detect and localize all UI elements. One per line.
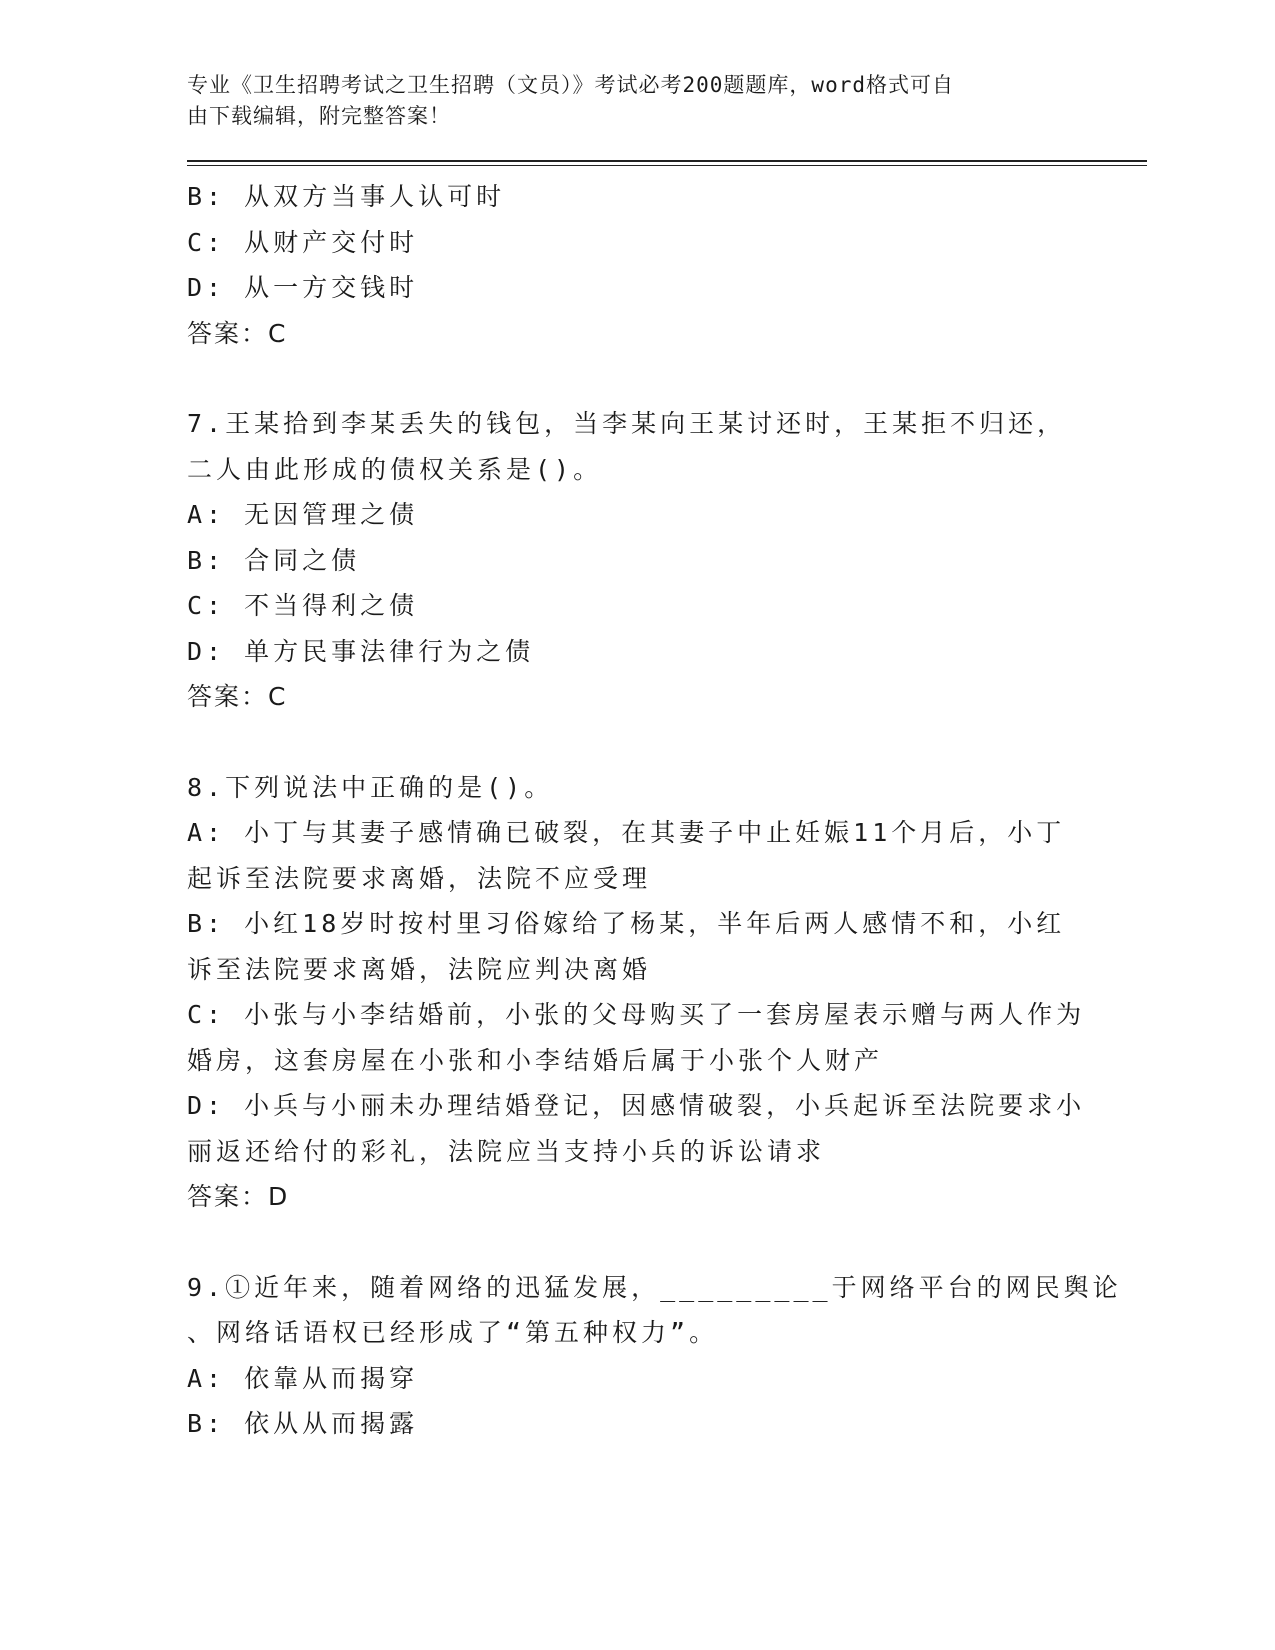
answer-line: 答案：C (187, 682, 288, 711)
option-c-continued: 婚房，这套房屋在小张和小李结婚后属于小张个人财产 (187, 1045, 884, 1075)
option-b-continued: 诉至法院要求离婚，法院应判决离婚 (187, 954, 652, 984)
option-a: A: 无因管理之债 (187, 500, 419, 529)
option-d: D: 小兵与小丽未办理结婚登记，因感情破裂，小兵起诉至法院要求小 (187, 1091, 1086, 1120)
question-stem: 9.①近年来，随着网络的迅猛发展，_________于网络平台的网民舆论 (187, 1272, 1122, 1302)
option-b: B: 合同之债 (187, 545, 361, 575)
option-b: B: 小红18岁时按村里习俗嫁给了杨某，半年后两人感情不和，小红 (187, 909, 1066, 938)
question-8 (187, 765, 1147, 1220)
prev-question (187, 174, 1147, 356)
question-content (187, 174, 1147, 1447)
document-header (187, 70, 1067, 132)
option-d-continued: 丽返还给付的彩礼，法院应当支持小兵的诉讼请求 (187, 1136, 826, 1166)
answer-line: 答案：C (187, 318, 288, 348)
question-stem: 8.下列说法中正确的是()。 (187, 772, 554, 802)
spacer (187, 356, 1147, 401)
question-stem: 、网络话语权已经形成了“第五种权力”。 (187, 1318, 719, 1347)
question-stem: 7.王某拾到李某丢失的钱包，当李某向王某讨还时，王某拒不归还， (187, 409, 1067, 438)
answer-line: 答案：D (187, 1182, 290, 1211)
document-page (187, 70, 1147, 1447)
option-d: D: 从一方交钱时 (187, 273, 419, 302)
header-line-1: 专业《卫生招聘考试之卫生招聘（文员）》考试必考200题题库，word格式可自 (187, 73, 954, 97)
option-a: A: 小丁与其妻子感情确已破裂，在其妻子中止妊娠11个月后，小丁 (187, 818, 1066, 847)
option-a: A: 依靠从而揭穿 (187, 1363, 419, 1393)
option-b: B: 从双方当事人认可时 (187, 182, 506, 211)
option-c: C: 从财产交付时 (187, 227, 419, 257)
question-9 (187, 1265, 1147, 1447)
option-c: C: 小张与小李结婚前，小张的父母购买了一套房屋表示赠与两人作为 (187, 1000, 1086, 1029)
header-line-2: 由下载编辑，附完整答案！ (187, 104, 451, 128)
option-d: D: 单方民事法律行为之债 (187, 636, 535, 666)
spacer (187, 1220, 1147, 1265)
header-divider (187, 160, 1147, 166)
option-a-continued: 起诉至法院要求离婚，法院不应受理 (187, 863, 652, 893)
option-b: B: 依从从而揭露 (187, 1409, 419, 1438)
question-stem: 二人由此形成的债权关系是()。 (187, 454, 603, 484)
question-7 (187, 401, 1147, 720)
spacer (187, 720, 1147, 765)
option-c: C: 不当得利之债 (187, 591, 419, 620)
